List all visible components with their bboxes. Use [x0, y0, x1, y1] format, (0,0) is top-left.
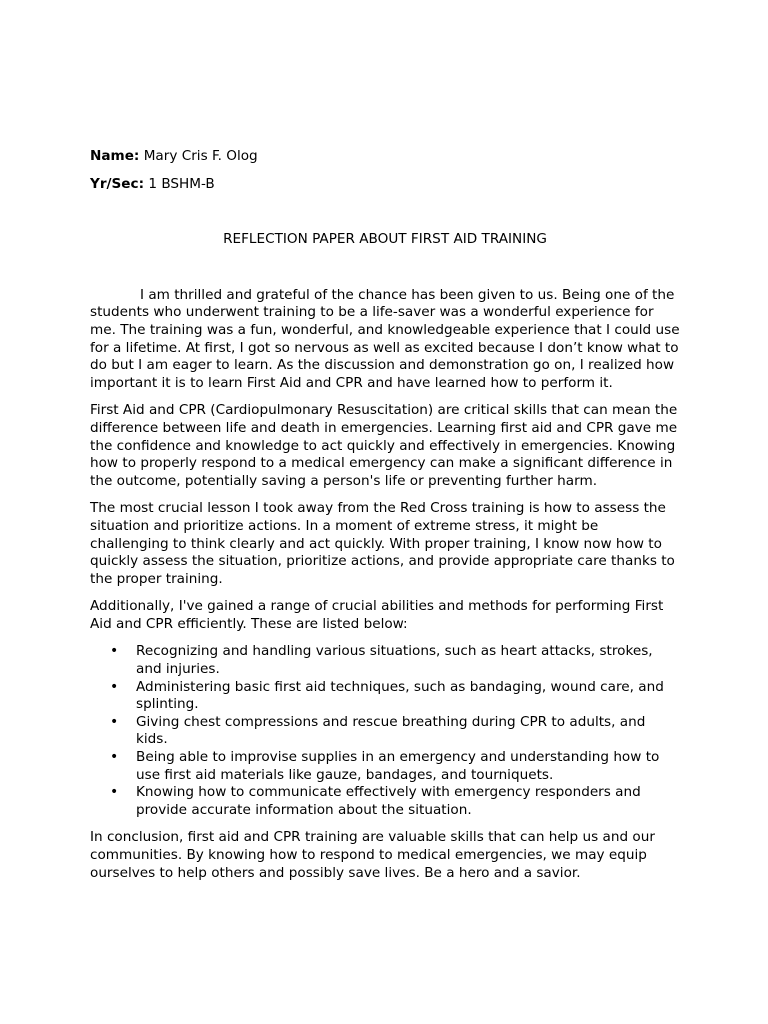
bullet-icon: •: [110, 749, 119, 766]
list-item-text: Being able to improvise supplies in an emergency and understanding how to use first aid materials like gauze, bandages, and tourniquets.: [136, 749, 660, 783]
list-item-text: Recognizing and handling various situations, such as heart attacks, strokes, and injuries.: [136, 643, 653, 678]
list-item: [90, 784, 680, 819]
name-value: Mary Cris F. Olog: [139, 148, 258, 164]
bullet-icon: •: [110, 713, 119, 730]
paragraph-abilities-intro: Additionally, I've gained a range of crucial abilities and methods for performing First Aid and CPR efficiently. These are listed below:: [90, 598, 664, 632]
name-field: [90, 148, 680, 166]
bullet-icon: •: [110, 784, 119, 801]
list-item: [90, 714, 680, 749]
document-page: [90, 148, 680, 882]
paragraph-conclusion: In conclusion, first aid and CPR training are valuable skills that can help us and our communities. By knowing how to respond to medical emergencies, we may equip ourselves to help others and possibly save lives. Be a hero and a savior.: [90, 829, 655, 881]
name-label: Name:: [90, 148, 140, 164]
list-item-text: Knowing how to communicate effectively with emergency responders and provide accurate information about the situation.: [136, 784, 641, 818]
list-item-text: Giving chest compressions and rescue breathing during CPR to adults, and kids.: [136, 713, 646, 748]
paragraph-intro: I am thrilled and grateful of the chance has been given to us. Being one of the students who underwent training to be a life-saver was a wonderful experience for me. The training was a fun, wonderful, and knowledgeable experience that I could use for a lifetime. At first, I got so nervous as well as excited because I don’t know what to do but I am eager to learn. As the discussion and demonstration go on, I realized how important it is to learn First Aid and CPR and have learned how to perform it.: [90, 286, 680, 391]
list-item: [90, 749, 680, 784]
yrsec-label: Yr/Sec:: [90, 175, 145, 192]
paragraph-crucial-lesson: The most crucial lesson I took away from the Red Cross training is how to assess the situation and prioritize actions. In a moment of extreme stress, it might be challenging to think clearly and act quickly. With proper training, I know now how to quickly assess the situation, prioritize actions, and provide appropriate care thanks to the proper training.: [90, 500, 675, 587]
yrsec-field: [90, 176, 680, 194]
bullet-icon: •: [110, 678, 119, 695]
list-item: [90, 679, 680, 714]
bullet-icon: •: [110, 643, 119, 660]
document-title: REFLECTION PAPER ABOUT FIRST AID TRAINING: [223, 231, 547, 248]
abilities-list: [90, 643, 680, 819]
yrsec-value: 1 BSHM-B: [144, 175, 215, 192]
paragraph-first-aid-cpr: First Aid and CPR (Cardiopulmonary Resuscitation) are critical skills that can mean the difference between life and death in emergencies. Learning first aid and CPR gave me the confidence and knowledge to act quickly and effectively in emergencies. Knowing how to properly respond to a medical emergency can make a significant difference in the outcome, potentially saving a person's life or preventing further harm.: [90, 402, 678, 489]
list-item: [90, 643, 680, 678]
list-item-text: Administering basic first aid techniques, such as bandaging, wound care, and splinting.: [136, 678, 664, 713]
